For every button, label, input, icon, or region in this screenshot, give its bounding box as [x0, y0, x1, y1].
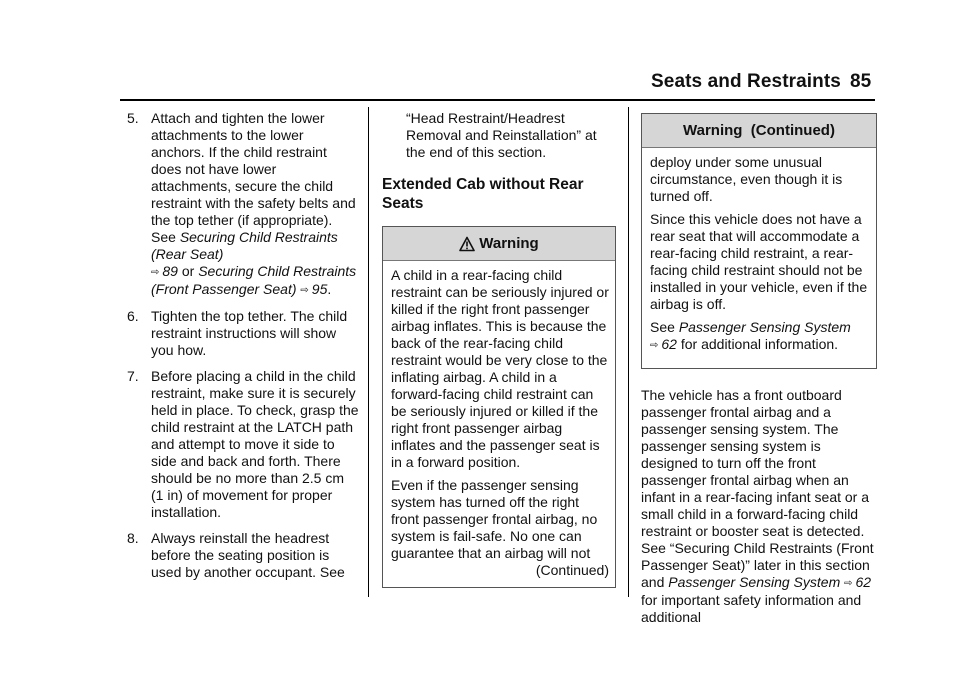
page-header-title: Seats and Restraints — [651, 71, 841, 92]
body-paragraph — [641, 387, 876, 626]
link-passenger-sensing-system[interactable]: Passenger Sensing System — [668, 574, 841, 590]
list-number: 6. — [127, 308, 139, 324]
warning-box — [382, 226, 616, 588]
warning-header — [383, 227, 615, 261]
page-ref-link[interactable]: 62 — [855, 574, 872, 590]
link-securing-child-restraints-rear[interactable]: Securing Child Restraints (Rear Seat) — [151, 229, 338, 262]
warning-triangle-icon — [459, 236, 475, 252]
list-number: 7. — [127, 368, 139, 384]
column-2 — [382, 110, 616, 588]
page-ref-link[interactable]: 95 — [311, 281, 328, 297]
page-ref-link[interactable]: 62 — [661, 336, 677, 352]
page-ref-link[interactable]: 89 — [162, 263, 178, 279]
page-ref-icon: ⇨ — [300, 285, 309, 296]
list-item — [127, 110, 359, 299]
warning-paragraph: deploy under some unusual circumstance, even though it is turned off. — [650, 154, 843, 204]
ref-tail-text: for additional information. — [680, 336, 839, 352]
link-securing-child-restraints-front[interactable]: Securing Child Restraints (Front Passenger Seat) — [151, 263, 357, 297]
warning-header — [642, 114, 876, 148]
column-1 — [127, 110, 359, 590]
continuation-text: “Head Restraint/Headrest Removal and Reinstallation” at the end of this section. — [406, 110, 597, 160]
page-number: 85 — [850, 71, 872, 92]
body-text: The vehicle has a front outboard passenger frontal airbag and a passenger sensing system. The passenger sensing system is designed to turn off the front passenger frontal airbag when an infant in a rear-facing infant seat or a small child in a forward-facing child restraint or booster seat is detected. See “Securing Child Restraints (Front Passenger Seat)” later in this section and — [641, 387, 874, 590]
continued-label: (Continued) — [535, 562, 609, 578]
warning-paragraph: Since this vehicle does not have a rear seat that will accommodate a rear-facing child restraint, a rear-facing child restraint should not be installed in your vehicle, even if the airbag is off. — [650, 211, 868, 312]
warning-paragraph — [650, 319, 870, 354]
warning-paragraph: A child in a rear-facing child restraint can be seriously injured or killed if the right front passenger airbag inflates. This is because the back of the rear-facing child restraint would be very close to the inflating airbag. A child in a forward-facing child restraint can be seriously injured or killed if the right front passenger airbag inflates and the passenger seat is in a forward position. — [391, 267, 609, 470]
list-text: or — [181, 263, 195, 279]
list-number: 5. — [127, 110, 139, 126]
list-item — [127, 308, 359, 359]
list-item — [127, 530, 359, 581]
list-text: Tighten the top tether. The child restraint instructions will show you how. — [151, 308, 348, 358]
warning-paragraph: Even if the passenger sensing system has turned off the right front passenger frontal airbag, no system is fail-safe. No one can guarantee that an airbag will not — [391, 477, 598, 561]
section-heading: Extended Cab without Rear Seats — [382, 176, 584, 212]
list-text: Before placing a child in the child restraint, make sure it is securely held in place. To check, grasp the child restraint at the LATCH path and attempt to move it side to side and back and forth. There should be no more than 2.5 cm (1 in) of movement for proper installation. — [151, 368, 359, 520]
page-ref-icon: ⇨ — [151, 267, 160, 278]
see-text: See — [650, 319, 675, 335]
page-ref-icon: ⇨ — [844, 578, 853, 589]
header-rule — [120, 99, 875, 101]
list-text: Attach and tighten the lower attachments to the lower anchors. If the child restraint does not have lower attachments, secure the child restraint with the safety belts and the top tether (if appropriate). See — [151, 110, 356, 245]
list-text: Always reinstall the headrest before the seating position is used by another occupant. See — [151, 530, 345, 580]
column-divider-right — [628, 107, 629, 597]
body-text: for important safety information and additional — [641, 592, 862, 625]
list-text: . — [327, 281, 332, 297]
column-divider-left — [368, 107, 369, 597]
warning-box-continued — [641, 113, 877, 369]
list-item — [127, 368, 359, 521]
page-ref-icon: ⇨ — [650, 340, 659, 351]
warning-title: Warning — [479, 235, 539, 252]
warning-title: Warning (Continued) — [683, 122, 835, 139]
link-passenger-sensing-system[interactable]: Passenger Sensing System — [678, 319, 851, 335]
column-3 — [641, 113, 876, 626]
list-number: 8. — [127, 530, 139, 546]
